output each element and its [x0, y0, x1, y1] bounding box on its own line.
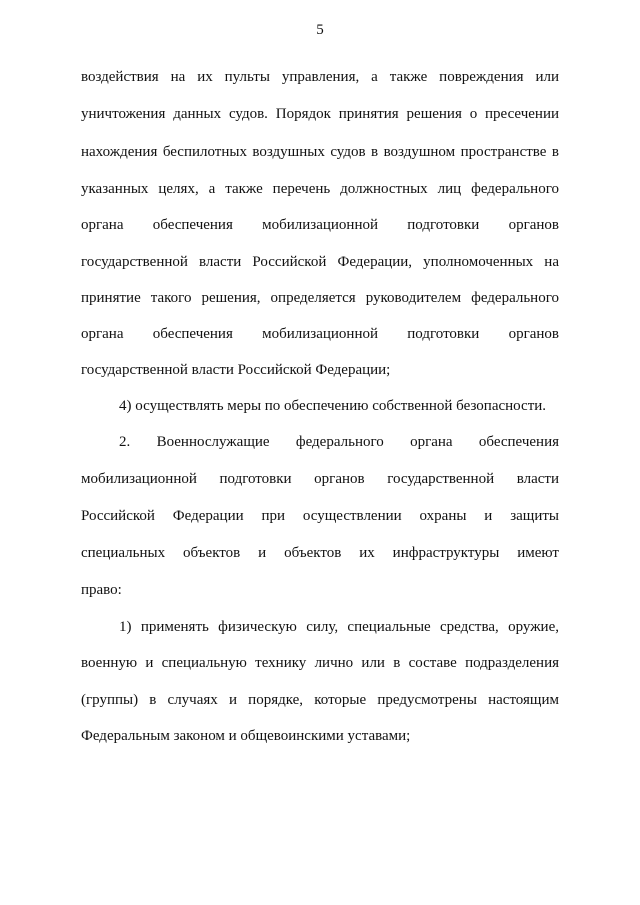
text-line: Федеральным законом и общевоинскими уставами; [81, 728, 411, 744]
page-number: 5 [316, 22, 324, 38]
text-line: 1) применять физическую силу, специальные средства, оружие, [119, 619, 559, 635]
text-line: воздействия на их пульты управления, а также повреждения или [81, 69, 559, 85]
text-line: уничтожения данных судов. Порядок принятия решения о пресечении [81, 106, 559, 122]
text-line: органа обеспечения мобилизационной подготовки органов [81, 326, 559, 342]
text-line: государственной власти Российской Федерации; [81, 362, 391, 378]
text-line: 2. Военнослужащие федерального органа обеспечения [119, 434, 559, 450]
text-line: органа обеспечения мобилизационной подготовки органов [81, 217, 559, 233]
text-line: военную и специальную технику лично или в составе подразделения [81, 655, 559, 671]
text-line: нахождения беспилотных воздушных судов в воздушном пространстве в [81, 144, 559, 160]
text-line: указанных целях, а также перечень должностных лиц федерального [81, 181, 559, 197]
text-line: мобилизационной подготовки органов государственной власти [81, 471, 559, 487]
text-line: право: [81, 582, 122, 598]
text-line: государственной власти Российской Федерации, уполномоченных на [81, 254, 559, 270]
text-line: (группы) в случаях и порядке, которые предусмотрены настоящим [81, 692, 559, 708]
text-line: специальных объектов и объектов их инфраструктуры имеют [81, 545, 559, 561]
text-line: Российской Федерации при осуществлении охраны и защиты [81, 508, 559, 524]
text-line: 4) осуществлять меры по обеспечению собственной безопасности. [119, 398, 547, 414]
text-line: принятие такого решения, определяется руководителем федерального [81, 290, 559, 306]
